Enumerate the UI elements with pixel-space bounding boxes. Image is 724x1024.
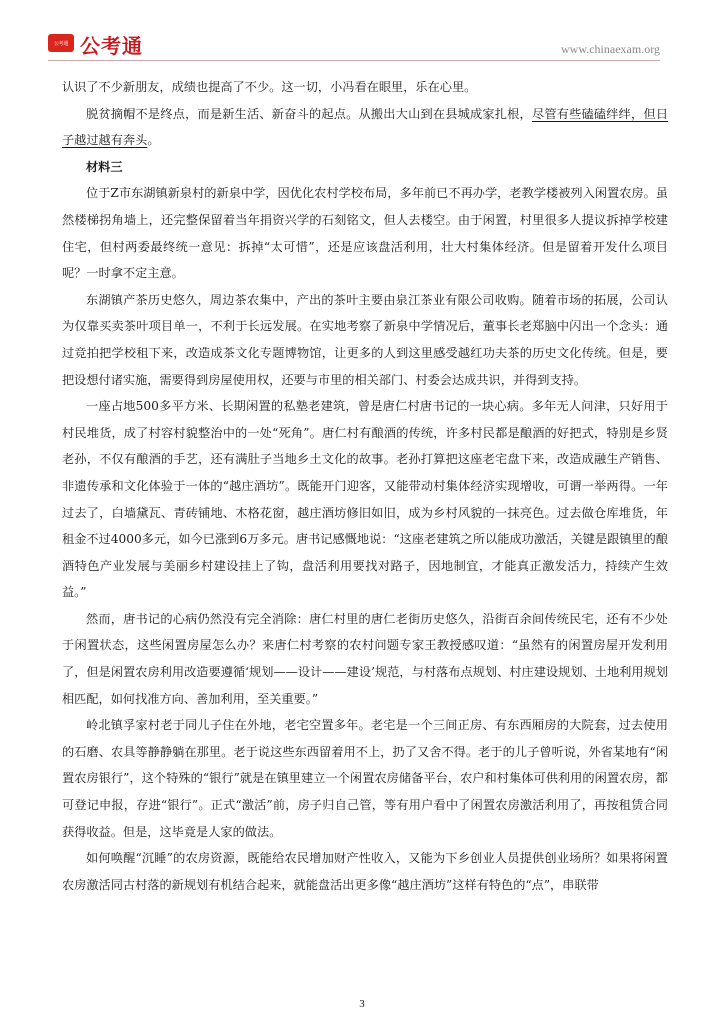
paragraph-continuation: 认识了不少新朋友，成绩也提高了不少。这一切，小冯看在眼里，乐在心里。 — [62, 80, 477, 94]
page-number: 3 — [359, 998, 365, 1010]
paragraph-poverty — [62, 101, 668, 154]
logo-badge-icon: 公考通 — [48, 34, 74, 52]
paragraph-revitalize: 如何唤醒“沉睡”的农房资源，既能给农民增加财产性收入，又能为下乡创业人员提供创业场所？如果将闲置农房激活同古村落的新规划有机结合起来，就能盘活出更多像“越庄酒坊”这样有特色的“点”，串联带 — [62, 851, 668, 892]
page-header — [0, 0, 724, 64]
paragraph-housing-bank: 岭北镇孚家村老于同儿子住在外地，老宅空置多年。老宅是一个三间正房、有东西厢房的大院套，过去使用的石磨、农具等静静躺在那里。老于说这些东西留着用不上，扔了又舍不得。老于的儿子曾听说，外省某地有“闲置农房银行”，这个特殊的“银行”就是在镇里建立一个闲置农房储备平台，农户和村集体可供利用的闲置农房，都可登记申报，存进“银行”。正式“激活”前，房子归自己管，等有用户看中了闲置农房激活利用了，再按租赁合同获得收益。但是，这毕竟是人家的做法。 — [62, 718, 668, 839]
paragraph-text: 脱贫摘帽不是终点，而是新生活、新奋斗的起点。从搬出大山到在县城成家扎根， — [86, 106, 532, 121]
site-url: www.chinaexam.org — [561, 42, 660, 56]
document-body — [62, 74, 668, 898]
paragraph-wine-workshop: 一座占地500多平方米、长期闲置的私塾老建筑，曾是唐仁村唐书记的一块心病。多年无人问津，只好用于村民堆货，成了村容村貌整治中的一处“死角”。唐仁村有酿酒的传统，许多村民都是酿酒的好把式，特别是乡贤老孙，不仅有酿酒的手艺，还有满肚子当地乡土文化的故事。老孙打算把这座老宅盘下来，改造成融生产销售、非遗传承和文化体验于一体的“越庄酒坊”。既能开门迎客，又能带动村集体经济实现增收，可谓一举两得。一年过去了，白墙黛瓦、青砖铺地、木格花窗，越庄酒坊修旧如旧，成为乡村风貌的一抹亮色。过去做仓库堆货，年租金不过4000多元，如今已涨到6万多元。唐书记感慨地说：“这座老建筑之所以能成功激活，关键是跟镇里的酿酒特色产业发展与美丽乡村建设挂上了钩，盘活利用要找对路子，因地制宜，才能真正激发活力，持续产生效益。” — [62, 399, 668, 600]
brand-logo-text: 公考通 — [80, 34, 143, 58]
paragraph-xinquan-school: 位于Z市东湖镇新泉村的新泉中学，因优化农村学校布局，多年前已不再办学，老教学楼被列入闲置农房。虽然楼梯拐角墙上，还完整保留着当年捐资兴学的石刻铭文，但人去楼空。由于闲置，村里很多人提议拆掉学校建住宅，但村两委最终统一意见：拆掉“太可惜”，还是应该盘活利用，壮大村集体经济。但是留着开发什么项目呢？一时拿不定主意。 — [62, 186, 668, 281]
underlined-phrase: 尽管有些磕磕绊绊，但日子越过越有奔头 — [62, 106, 669, 148]
paragraph-punct: 。 — [147, 133, 160, 148]
header-divider — [48, 60, 660, 61]
paragraph-tea-company: 东湖镇产茶历史悠久，周边茶农集中，产出的茶叶主要由泉江茶业有限公司收购。随着市场的拓展，公司认为仅靠买卖茶叶项目单一，不利于长远发展。在实地考察了新泉中学情况后，董事长老郑脑中闪出一个念头：通过竞拍把学校租下来，改造成茶文化专题博物馆，让更多的人到这里感受越红功夫茶的历史文化传统。但是，要把设想付诸实施，需要得到房屋使用权，还要与市里的相关部门、村委会达成共识，并得到支持。 — [62, 292, 668, 387]
paragraph-old-street: 然而，唐书记的心病仍然没有完全消除：唐仁村里的唐仁老街历史悠久，沿街百余间传统民宅，还有不少处于闲置状态，这些闲置房屋怎么办？来唐仁村考察的农村问题专家王教授感叹道：“虽然有的闲置房屋开发利用了，但是闲置农房利用改造要遵循‘规划——设计——建设’规范，与村落布点规划、村庄建设规划、土地利用规划相匹配，如何找准方向、善加利用，至关重要。” — [62, 611, 668, 706]
section-heading: 材料三 — [86, 159, 123, 174]
